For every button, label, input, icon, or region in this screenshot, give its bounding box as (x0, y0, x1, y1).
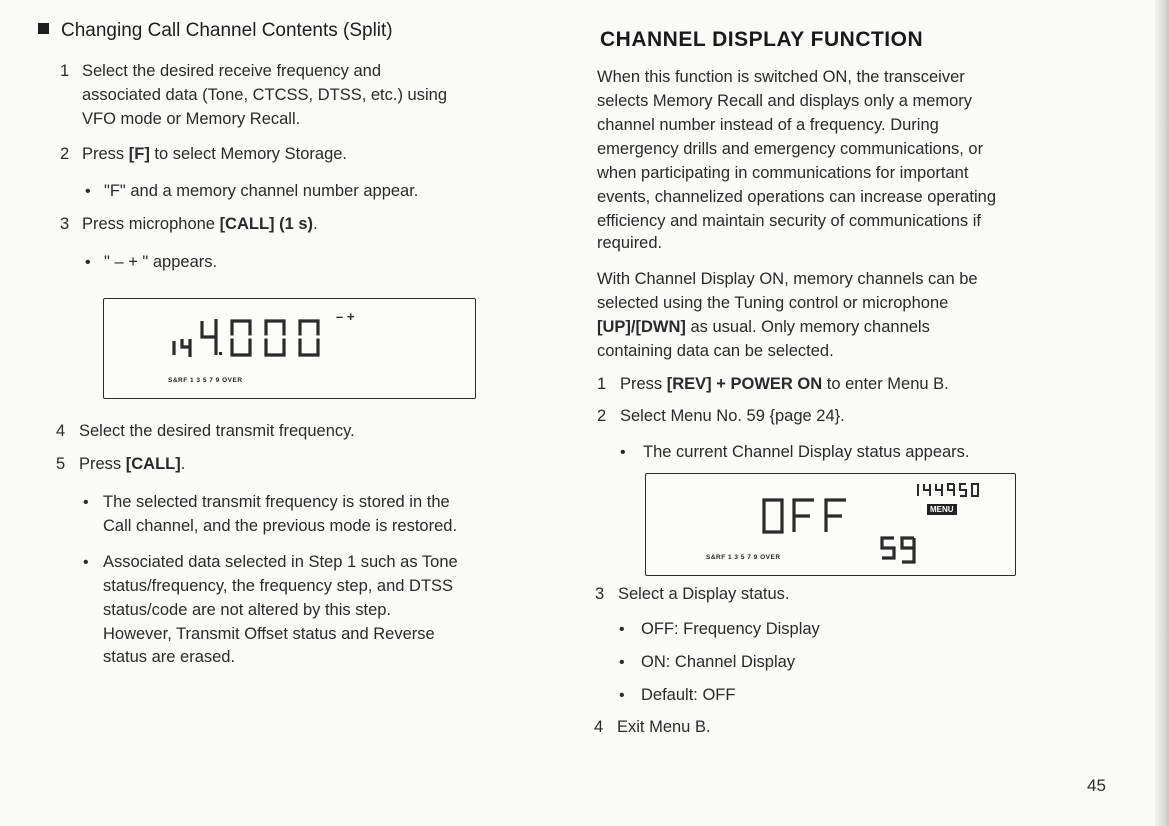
bullet-icon: • (620, 444, 626, 461)
bullet-icon: • (85, 254, 91, 271)
para1-line-8: required. (597, 234, 663, 252)
step-number: 3 (595, 585, 605, 603)
bullet-icon: • (85, 183, 91, 200)
step-3-bullet: " – + " appears. (104, 253, 218, 271)
step-4-text: Select the desired transmit frequency. (79, 422, 355, 440)
para1-line-7: efficiency and maintain security of communications if (597, 212, 981, 230)
step-number: 3 (60, 215, 70, 233)
bullet-icon: • (83, 554, 89, 571)
para1-line-4: emergency drills and emergency communications, or (597, 140, 984, 158)
lcd-indicator-row: S&RF 1 3 5 7 9 OVER (706, 554, 781, 561)
lcd-indicator-row: S&RF 1 3 5 7 9 OVER (168, 377, 243, 384)
bullet-icon: • (619, 621, 625, 638)
lcd-display-menu (645, 473, 1016, 576)
para1-line-6: events, channelized operations can increase operating (597, 188, 997, 206)
lcd-digit-9 (902, 538, 914, 562)
step-5-bullet-2-line-3: status/code are not altered by this step. (103, 601, 392, 619)
lcd-offset-signs: – + (336, 309, 355, 324)
step-3-bullet-default: Default: OFF (641, 686, 736, 704)
step-1-text: Press [REV] + POWER ON to enter Menu B. (620, 375, 949, 393)
step-1-line-2: associated data (Tone, CTCSS, DTSS, etc.) using (82, 86, 447, 104)
step-3-text: Press microphone [CALL] (1 s). (82, 215, 318, 233)
step-2-bullet: The current Channel Display status appears. (643, 443, 970, 461)
para2-line-1: With Channel Display ON, memory channels can be (597, 270, 978, 288)
step-3-text: Select a Display status. (618, 585, 790, 603)
para2-line-4: containing data can be selected. (597, 342, 834, 360)
section-heading-split: Changing Call Channel Contents (Split) (38, 20, 393, 42)
step-5-bullet-2-line-2: status/frequency, the frequency step, and DTSS (103, 577, 454, 595)
square-bullet-icon (38, 23, 49, 34)
step-5-bullet-2-line-4: However, Transmit Offset status and Reverse (103, 625, 435, 643)
section-heading-channel-display: CHANNEL DISPLAY FUNCTION (600, 28, 924, 51)
step-number: 4 (594, 718, 604, 736)
lcd-digit-4-small (182, 339, 190, 357)
page-binding-edge (1155, 0, 1169, 826)
step-2-bullet: "F" and a memory channel number appear. (104, 182, 419, 200)
lcd-char-f-1 (794, 500, 814, 532)
step-number: 2 (60, 145, 70, 163)
step-number: 1 (60, 62, 70, 80)
lcd-char-o (764, 500, 782, 532)
para1-line-2: selects Memory Recall and displays only a memory (597, 92, 973, 110)
step-number: 5 (56, 455, 66, 473)
step-2-text: Select Menu No. 59 {page 24}. (620, 407, 845, 425)
step-1-line-3: VFO mode or Memory Recall. (82, 110, 301, 128)
step-3-bullet-off: OFF: Frequency Display (641, 620, 820, 638)
lcd-digit-4 (202, 319, 216, 355)
para2-line-3: [UP]/[DWN] as usual. Only memory channels (597, 318, 930, 336)
lcd-segments (646, 474, 1015, 575)
step-2-text: Press [F] to select Memory Storage. (82, 145, 348, 163)
lcd-display-call (103, 298, 476, 399)
step-3-bullet-on: ON: Channel Display (641, 653, 796, 671)
lcd-decimal-point (219, 352, 222, 355)
para1-line-3: channel number instead of a frequency. During (597, 116, 939, 134)
step-5-text: Press [CALL]. (79, 455, 186, 473)
step-5-bullet-1-line-1: The selected transmit frequency is stored in the (103, 493, 450, 511)
para1-line-1: When this function is switched ON, the transceiver (597, 68, 965, 86)
step-5-bullet-2-line-5: status are erased. (103, 648, 236, 666)
lcd-char-f-2 (826, 500, 846, 532)
bullet-icon: • (619, 687, 625, 704)
step-1-line-1: Select the desired receive frequency and (82, 62, 382, 80)
lcd-digit-5 (882, 538, 894, 558)
para2-line-2: selected using the Tuning control or microphone (597, 294, 949, 312)
lcd-small-frequency (918, 484, 978, 496)
step-5-bullet-2-line-1: Associated data selected in Step 1 such as Tone (103, 553, 458, 571)
lcd-segments (104, 299, 475, 398)
bullet-icon: • (83, 494, 89, 511)
step-number: 1 (597, 375, 607, 393)
page-number: 45 (1087, 776, 1106, 795)
step-4-text: Exit Menu B. (617, 718, 711, 736)
step-number: 2 (597, 407, 607, 425)
para1-line-5: when participating in communications for important (597, 164, 969, 182)
menu-tag: MENU (927, 504, 957, 515)
bullet-icon: • (619, 654, 625, 671)
step-number: 4 (56, 422, 66, 440)
step-5-bullet-1-line-2: Call channel, and the previous mode is restored. (103, 517, 458, 535)
